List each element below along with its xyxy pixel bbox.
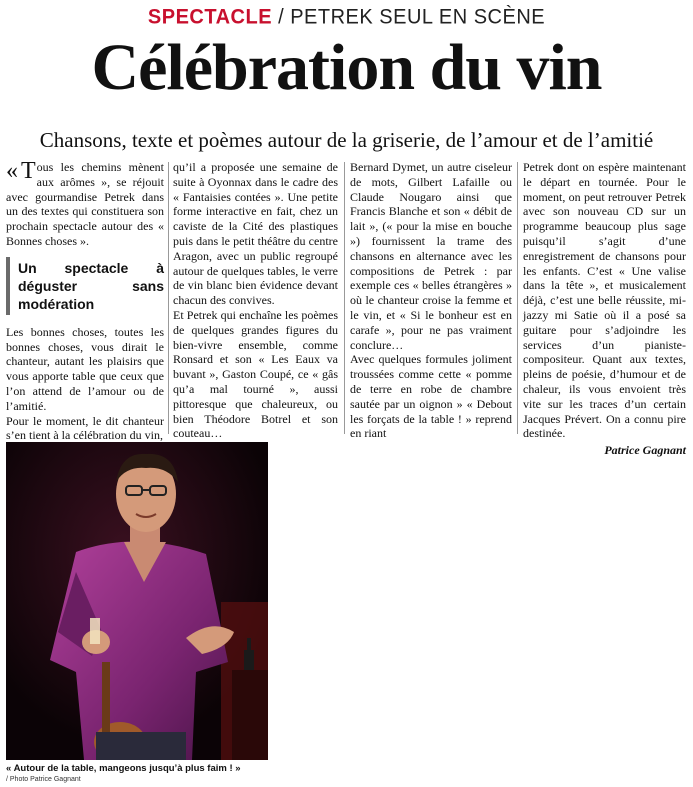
article-subtitle: Chansons, texte et poèmes autour de la griserie, de l’amour et de l’amitié	[39, 128, 654, 152]
kicker	[0, 5, 693, 29]
article-column-4	[523, 160, 686, 458]
performer-illustration	[6, 442, 268, 760]
article-title: Célébration du vin	[91, 31, 602, 104]
photo-credit: / Photo Patrice Gagnant	[6, 776, 81, 783]
paragraph: qu’il a proposée une semaine de suite à Oyonnax dans le cadre des « Fantaisies contées ». Une petite forme interactive en fait, chez un caviste de la Cité des plastiques puis dans le petit théâtre du centre Aragon, avec un public regroupé autour de quelques tables, le verre de vin blanc bien évidence devant chacun des convives.	[173, 160, 338, 308]
lead-text: ous les chemins mènent aux arômes », se réjouit avec gourmandise Petrek dans un des textes qui constituera son prochain spectacle autour des « Bonnes choses ».	[6, 160, 164, 248]
column-rule	[517, 162, 518, 434]
article-column-2	[173, 160, 338, 441]
kicker-separator: /	[278, 5, 285, 29]
photo-caption: « Autour de la table, mangeons jusqu’à plus faim ! »	[6, 763, 241, 774]
article-column-1	[6, 160, 164, 443]
paragraph: Pour le moment, le dit chanteur s’en tient à la célébration du vin,	[6, 413, 164, 443]
lead-paragraph	[6, 160, 164, 249]
column-rule	[168, 162, 169, 434]
rubric-label: SPECTACLE	[147, 5, 273, 29]
pull-quote: Un spectacle à déguster sans modération	[6, 257, 164, 315]
article-column-3	[350, 160, 512, 441]
paragraph: Avec quelques formules joliment troussées comme cette « pomme de terre en robe de chambre sautée par un oignon » « Debout les forçats de la table ! » reprend en riant	[350, 352, 512, 441]
paragraph: Et Petrek qui enchaîne les poèmes de quelques grandes figures du bien-vivre ensemble, comme Ronsard et son « Les Eaux va buvant », Gaston Coupé, ce « gâs qu’a mal tourné », aussi pittoresque que chaleureux, ou bien Théodore Botrel et son couteau…	[173, 307, 338, 441]
paragraph: Petrek dont on espère maintenant le départ en tournée. Pour le moment, on peut retrouver Petrek avec son nouveau CD sur un programme beaucoup plus sage puisqu’il s’agit d’une enregistrement de chansons pour les enfants. C’est « Une valise dans la tête », et musicalement déjà, c’est une belle réussite, mi-jazzy mi Satie où il a posé sa guitare pour s’adjoindre les services d’un pianiste-compositeur. Quant aux textes, pleins de poésie, d’humour et de chaleur, ils vous envoient très vite sur les traces d’un certain Jacques Prévert. On a connu pire destinée.	[523, 160, 686, 441]
column-rule	[344, 162, 345, 434]
drop-cap: T	[21, 158, 36, 184]
paragraph: Les bonnes choses, toutes les bonnes choses, vous dirait le chanteur, autant les plaisirs que vous apporte table que ceux que l’on attend de l’amour ou de l’amitié.	[6, 324, 164, 413]
drop-quote: «	[6, 158, 18, 184]
author-byline: Patrice Gagnant	[604, 443, 686, 458]
paragraph: Bernard Dymet, un autre ciseleur de mots, Gilbert Lafaille ou Claude Nougaro ainsi que Francis Blanche et son « débit de lait », (« pour la mise en bouche ») fournissent la trame des chansons en alternance avec les compositions de Petrek : par exemple ces « belles étrangères » où le chanteur croise la femme et le vin, et « Si le bonheur est en carafe », pour ne pas vraiment conclure…	[350, 160, 512, 352]
performer-photo	[6, 442, 268, 760]
kicker-subject: PETREK SEUL EN SCÈNE	[290, 5, 546, 29]
